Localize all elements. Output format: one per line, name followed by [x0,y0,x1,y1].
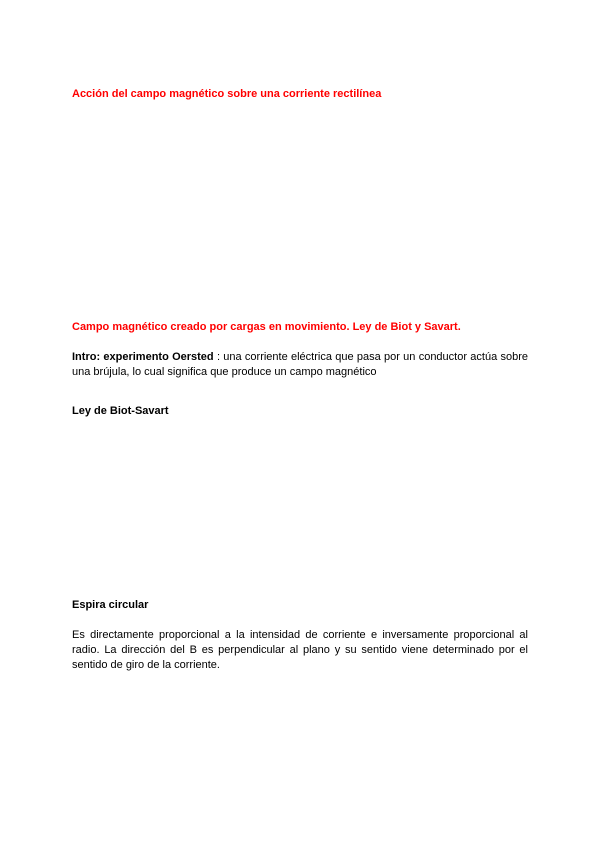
intro-text: : una corriente eléctrica que pasa por un conductor actúa sobre una brújula, lo cual significa que produce un campo magnético [72,351,528,378]
heading-campo-magnetico-cargas: Campo magnético creado por cargas en movimiento. Ley de Biot y Savart. [72,321,461,333]
intro-label: Intro: experimento Oersted [72,351,214,363]
heading-ley-biot-savart: Ley de Biot-Savart [72,405,169,417]
heading-espira-circular: Espira circular [72,599,149,611]
heading-accion-campo-magnetico: Acción del campo magnético sobre una corriente rectilínea [72,88,382,100]
intro-paragraph [72,350,528,380]
espira-paragraph: Es directamente proporcional a la intensidad de corriente e inversamente proporcional al radio. La dirección del B es perpendicular al plano y su sentido viene determinado por el sentido de giro de la corriente. [72,629,528,671]
